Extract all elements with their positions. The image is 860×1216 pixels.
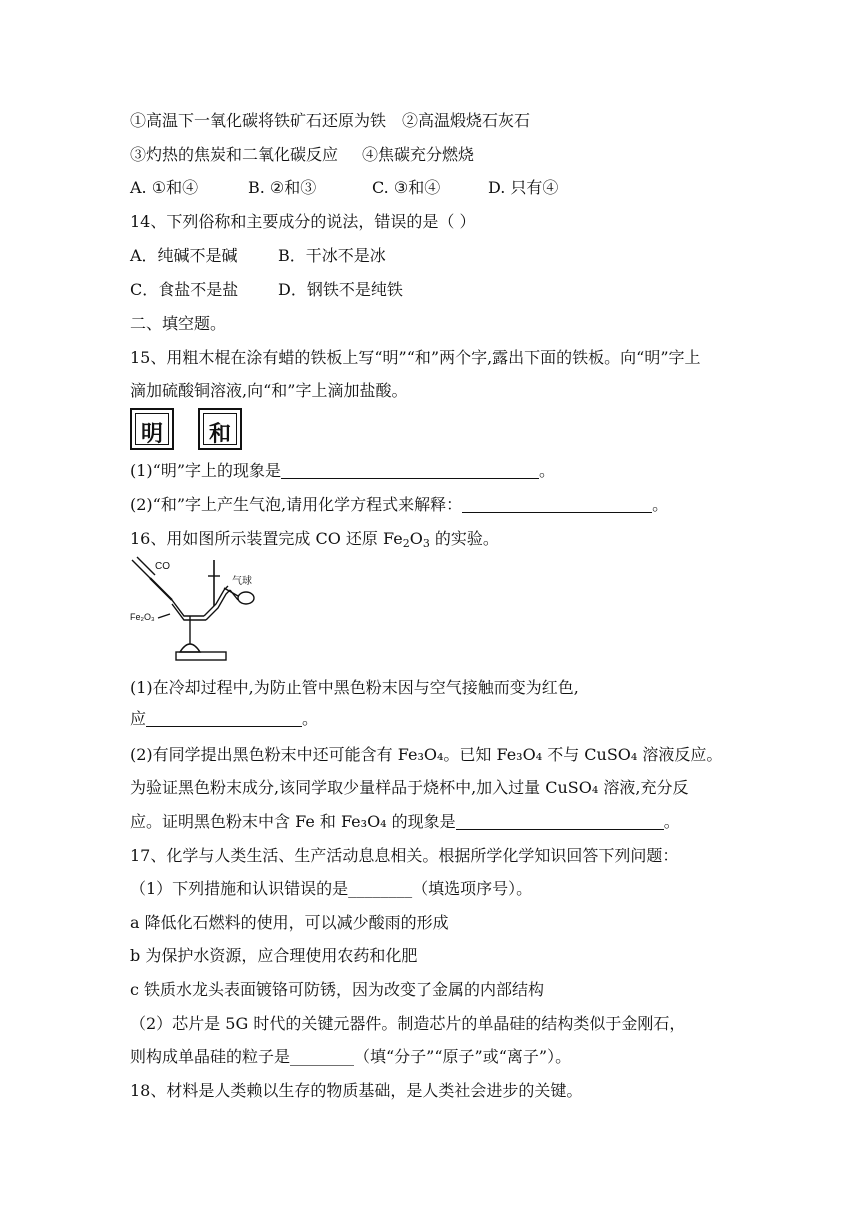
q14-stem: 14、下列俗称和主要成分的说法，错误的是（ ） bbox=[130, 212, 476, 231]
q16-part2-line2: 为验证黑色粉末成分,该同学取少量样品于烧杯中,加入过量 CuSO₄ 溶液,充分反 bbox=[130, 778, 689, 797]
q15-stem-line1: 15、用粗木棍在涂有蜡的铁板上写“明”“和”两个字,露出下面的铁板。向“明”字上 bbox=[130, 348, 701, 367]
syringe bbox=[150, 578, 172, 600]
q16-stem: 16、用如图所示装置完成 CO 还原 $Fe_2O_3$ 的实验。 bbox=[130, 529, 499, 550]
q17-option-a: a 降低化石燃料的使用，可以减少酸雨的形成 bbox=[130, 913, 449, 932]
q13-item-1: ①高温下一氧化碳将铁矿石还原为铁 bbox=[130, 111, 387, 130]
answer-blank[interactable] bbox=[281, 462, 539, 479]
q14-option-b: B．干冰不是冰 bbox=[278, 246, 386, 265]
q15-part1: (1)“明”字上的现象是 。 bbox=[130, 461, 556, 480]
q13-item-3: ③灼热的焦炭和二氧化碳反应 bbox=[130, 145, 339, 164]
answer-blank[interactable] bbox=[456, 813, 664, 830]
q14-option-d: D．钢铁不是纯铁 bbox=[278, 280, 403, 299]
label-balloon: 气球 bbox=[232, 576, 252, 587]
q13-items-line2 bbox=[130, 144, 474, 166]
q15-stem-line2: 滴加硫酸铜溶液,向“和”字上滴加盐酸。 bbox=[130, 381, 408, 400]
label-co: CO bbox=[155, 561, 170, 572]
q16-part2-line1: (2)有同学提出黑色粉末中还可能含有 Fe₃O₄。已知 Fe₃O₄ 不与 CuSO₄ 溶液反应。 bbox=[130, 745, 723, 764]
reaction-tube bbox=[172, 600, 204, 616]
char-box-he bbox=[198, 408, 242, 450]
answer-blank[interactable] bbox=[146, 710, 302, 727]
balloon bbox=[238, 592, 254, 604]
q17-sub1: （1）下列措施和认识错误的是________（填选项序号）。 bbox=[130, 879, 533, 898]
q13-option-b: B. ②和③ bbox=[248, 178, 317, 197]
alcohol-lamp bbox=[180, 644, 200, 652]
stand-base bbox=[176, 652, 226, 660]
q16-part1-line2: 应 。 bbox=[130, 709, 319, 728]
answer-blank[interactable] bbox=[462, 496, 652, 513]
q17-sub2-line1: （2）芯片是 5G 时代的关键元器件。制造芯片的单晶硅的结构类似于金刚石， bbox=[130, 1014, 686, 1033]
q15-part2: (2)“和”字上产生气泡,请用化学方程式来解释： 。 bbox=[130, 495, 669, 514]
q13-option-c: C. ③和④ bbox=[372, 178, 441, 197]
section-heading: 二、填空题。 bbox=[130, 314, 227, 333]
q14-option-c: C．食盐不是盐 bbox=[130, 280, 239, 299]
q13-item-2: ②高温煅烧石灰石 bbox=[402, 111, 531, 130]
q16-part1-line1: (1)在冷却过程中,为防止管中黑色粉末因与空气接触而变为红色, bbox=[130, 678, 579, 697]
q17-option-c: c 铁质水龙头表面镀铬可防锈，因为改变了金属的内部结构 bbox=[130, 980, 545, 999]
label-fe2o3: Fe₂O₃ bbox=[130, 612, 155, 622]
co-reduction-apparatus-diagram bbox=[128, 556, 268, 668]
char-box-ming bbox=[130, 408, 174, 450]
q14-options-line2 bbox=[130, 279, 403, 301]
q14-options-line1 bbox=[130, 245, 386, 267]
bent-tube bbox=[204, 586, 228, 616]
q13-items-line1 bbox=[130, 110, 530, 132]
char-ming: 明 bbox=[140, 421, 163, 447]
fe2o3-pointer bbox=[158, 614, 170, 618]
char-he: 和 bbox=[208, 421, 231, 447]
q13-options bbox=[130, 177, 558, 199]
q17-sub2-line2: 则构成单晶硅的粒子是________（填“分子”“原子”或“离子”）。 bbox=[130, 1047, 572, 1066]
co-inlet-tube bbox=[132, 560, 150, 578]
q17-stem: 17、化学与人类生活、生产活动息息相关。根据所学化学知识回答下列问题： bbox=[130, 846, 679, 865]
q13-option-a: A. ①和④ bbox=[130, 178, 199, 197]
q14-option-a: A．纯碱不是碱 bbox=[130, 246, 238, 265]
q16-part2-line3: 应。证明黑色粉末中含 Fe 和 Fe₃O₄ 的现象是 。 bbox=[130, 812, 680, 831]
q13-item-4: ④焦碳充分燃烧 bbox=[362, 145, 475, 164]
q13-option-d: D. 只有④ bbox=[488, 178, 559, 197]
q17-option-b: b 为保护水资源，应合理使用农药和化肥 bbox=[130, 946, 418, 965]
q18-stem: 18、材料是人类赖以生存的物质基础，是人类社会进步的关键。 bbox=[130, 1081, 583, 1100]
